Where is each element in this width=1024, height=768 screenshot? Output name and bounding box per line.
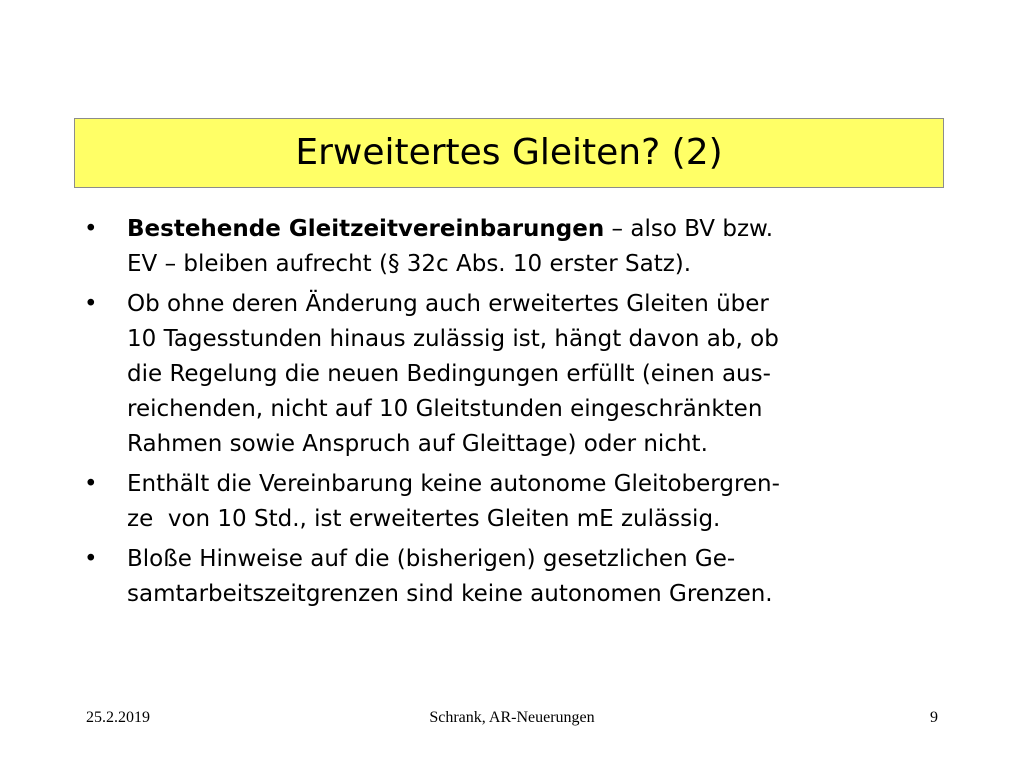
footer-center-text: Schrank, AR-Neuerungen [429, 709, 595, 726]
slide-title: Erweitertes Gleiten? (2) [295, 132, 723, 173]
bullet-line: Bloße Hinweise auf die (bisherigen) gesetzlichen Ge- [127, 546, 736, 572]
footer-page-number: 9 [930, 709, 938, 726]
bullet-line: ze von 10 Std., ist erweitertes Gleiten mE zulässig. [127, 506, 721, 532]
slide-title-box [74, 118, 944, 188]
bullet-line: Ob ohne deren Änderung auch erweitertes Gleiten über [127, 291, 769, 317]
bullet-line: die Regelung die neuen Bedingungen erfüllt (einen aus- [127, 361, 771, 387]
bullet-bold-text: Bestehende Gleitzeitvereinbarungen [127, 216, 605, 242]
bullet-line [127, 212, 964, 247]
footer-date: 25.2.2019 [86, 709, 150, 726]
bullet-line: reichenden, nicht auf 10 Gleitstunden eingeschränkten [127, 396, 763, 422]
bullet-text: – also BV bzw. [604, 216, 774, 242]
bullet-line: samtarbeitszeitgrenzen sind keine autonomen Grenzen. [127, 581, 773, 607]
bullet-line: Enthält die Vereinbarung keine autonome Gleitobergren- [127, 471, 780, 497]
bullet-line: 10 Tagesstunden hinaus zulässig ist, hängt davon ab, ob [127, 326, 779, 352]
bullet-line: Rahmen sowie Anspruch auf Gleittage) oder nicht. [127, 431, 708, 457]
bullet-item [84, 287, 964, 462]
bullet-item [84, 467, 964, 537]
bullet-icon: • [84, 546, 98, 572]
bullet-list [84, 212, 964, 617]
bullet-line: EV – bleiben aufrecht (§ 32c Abs. 10 erster Satz). [127, 251, 692, 277]
bullet-icon: • [84, 216, 98, 242]
bullet-item [84, 542, 964, 612]
bullet-icon: • [84, 291, 98, 317]
bullet-icon: • [84, 471, 98, 497]
bullet-item [84, 212, 964, 282]
